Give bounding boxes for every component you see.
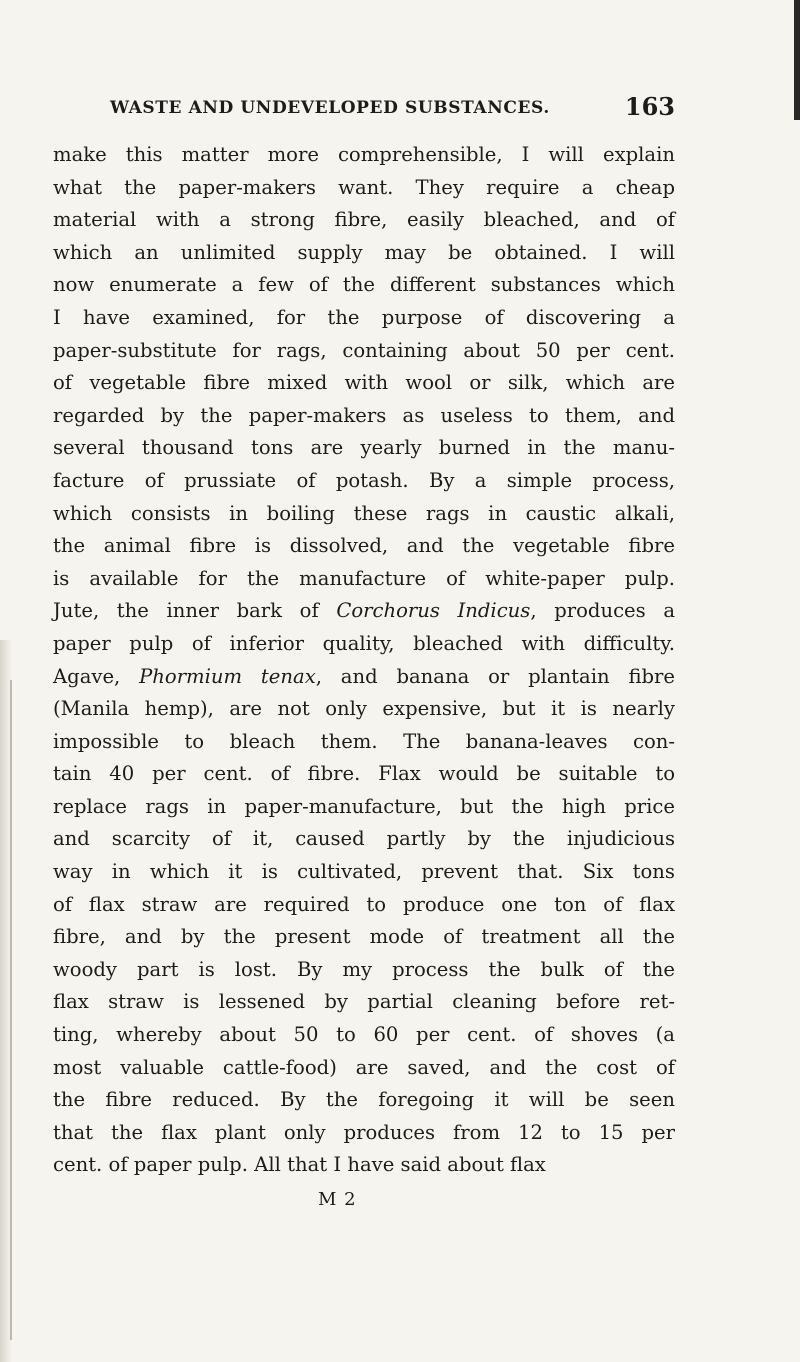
text-span: , produces a xyxy=(530,599,675,623)
text-line xyxy=(53,595,675,628)
text-line: regarded by the paper-makers as useless to them, and xyxy=(53,403,675,427)
text-line: facture of prussiate of potash. By a simple process, xyxy=(53,468,675,492)
text-line xyxy=(53,661,675,694)
text-line: woody part is lost. By my process the bulk of the xyxy=(53,957,675,981)
running-head: WASTE AND UNDEVELOPED SUBSTANCES. xyxy=(110,98,550,118)
text-line: the animal fibre is dissolved, and the vegetable fibre xyxy=(53,534,675,558)
text-line: cent. of paper pulp. All that I have said about flax xyxy=(53,1153,546,1177)
text-line: impossible to bleach them. The banana-leaves con- xyxy=(53,729,675,753)
text-line: which consists in boiling these rags in caustic alkali, xyxy=(53,501,675,525)
text-line: several thousand tons are yearly burned in the manu- xyxy=(53,436,675,460)
text-line: (Manila hemp), are not only expensive, but it is nearly xyxy=(53,697,675,721)
text-line: now enumerate a few of the different substances which xyxy=(53,273,675,297)
text-line: which an unlimited supply may be obtained. I will xyxy=(53,240,675,264)
text-line: of flax straw are required to produce one ton of flax xyxy=(53,892,675,916)
italic-term: Corchorus Indicus xyxy=(336,599,531,623)
text-line: of vegetable fibre mixed with wool or silk, which are xyxy=(53,371,675,395)
text-line: paper pulp of inferior quality, bleached with difficulty. xyxy=(53,631,675,655)
text-line: is available for the manufacture of white-paper pulp. xyxy=(53,566,675,590)
italic-term: Phormium tenax xyxy=(139,664,316,688)
text-line: the fibre reduced. By the foregoing it will be seen xyxy=(53,1088,675,1112)
text-line: way in which it is cultivated, prevent that. Six tons xyxy=(53,860,675,884)
text-line: I have examined, for the purpose of discovering a xyxy=(53,305,675,329)
text-line: most valuable cattle-food) are saved, and the cost of xyxy=(53,1055,675,1079)
text-line: material with a strong fibre, easily bleached, and of xyxy=(53,208,675,232)
text-line: make this matter more comprehensible, I will explain xyxy=(53,143,675,166)
text-line: what the paper-makers want. They require a cheap xyxy=(53,175,675,199)
signature-mark: M 2 xyxy=(318,1189,357,1210)
page-number: 163 xyxy=(624,92,675,121)
page-header xyxy=(110,92,675,126)
text-line: ting, whereby about 50 to 60 per cent. of shoves (a xyxy=(53,1023,675,1047)
text-span: Agave, xyxy=(53,664,140,688)
text-line: paper-substitute for rags, containing about 50 per cent. xyxy=(53,338,675,362)
text-line: fibre, and by the present mode of treatment all the xyxy=(53,925,675,949)
text-line: flax straw is lessened by partial cleaning before ret- xyxy=(53,990,675,1014)
binding-edge-line xyxy=(10,680,12,1340)
text-line: that the flax plant only produces from 12 to 15 per xyxy=(53,1120,675,1144)
text-line: replace rags in paper-manufacture, but the high price xyxy=(53,794,675,818)
body-text xyxy=(53,139,675,1182)
page-edge-mark xyxy=(794,0,800,120)
text-span: Jute, the inner bark of xyxy=(53,599,337,623)
text-line: and scarcity of it, caused partly by the injudicious xyxy=(53,827,675,851)
text-line: tain 40 per cent. of fibre. Flax would be suitable to xyxy=(53,762,675,786)
text-span: , and banana or plantain fibre xyxy=(315,664,676,688)
